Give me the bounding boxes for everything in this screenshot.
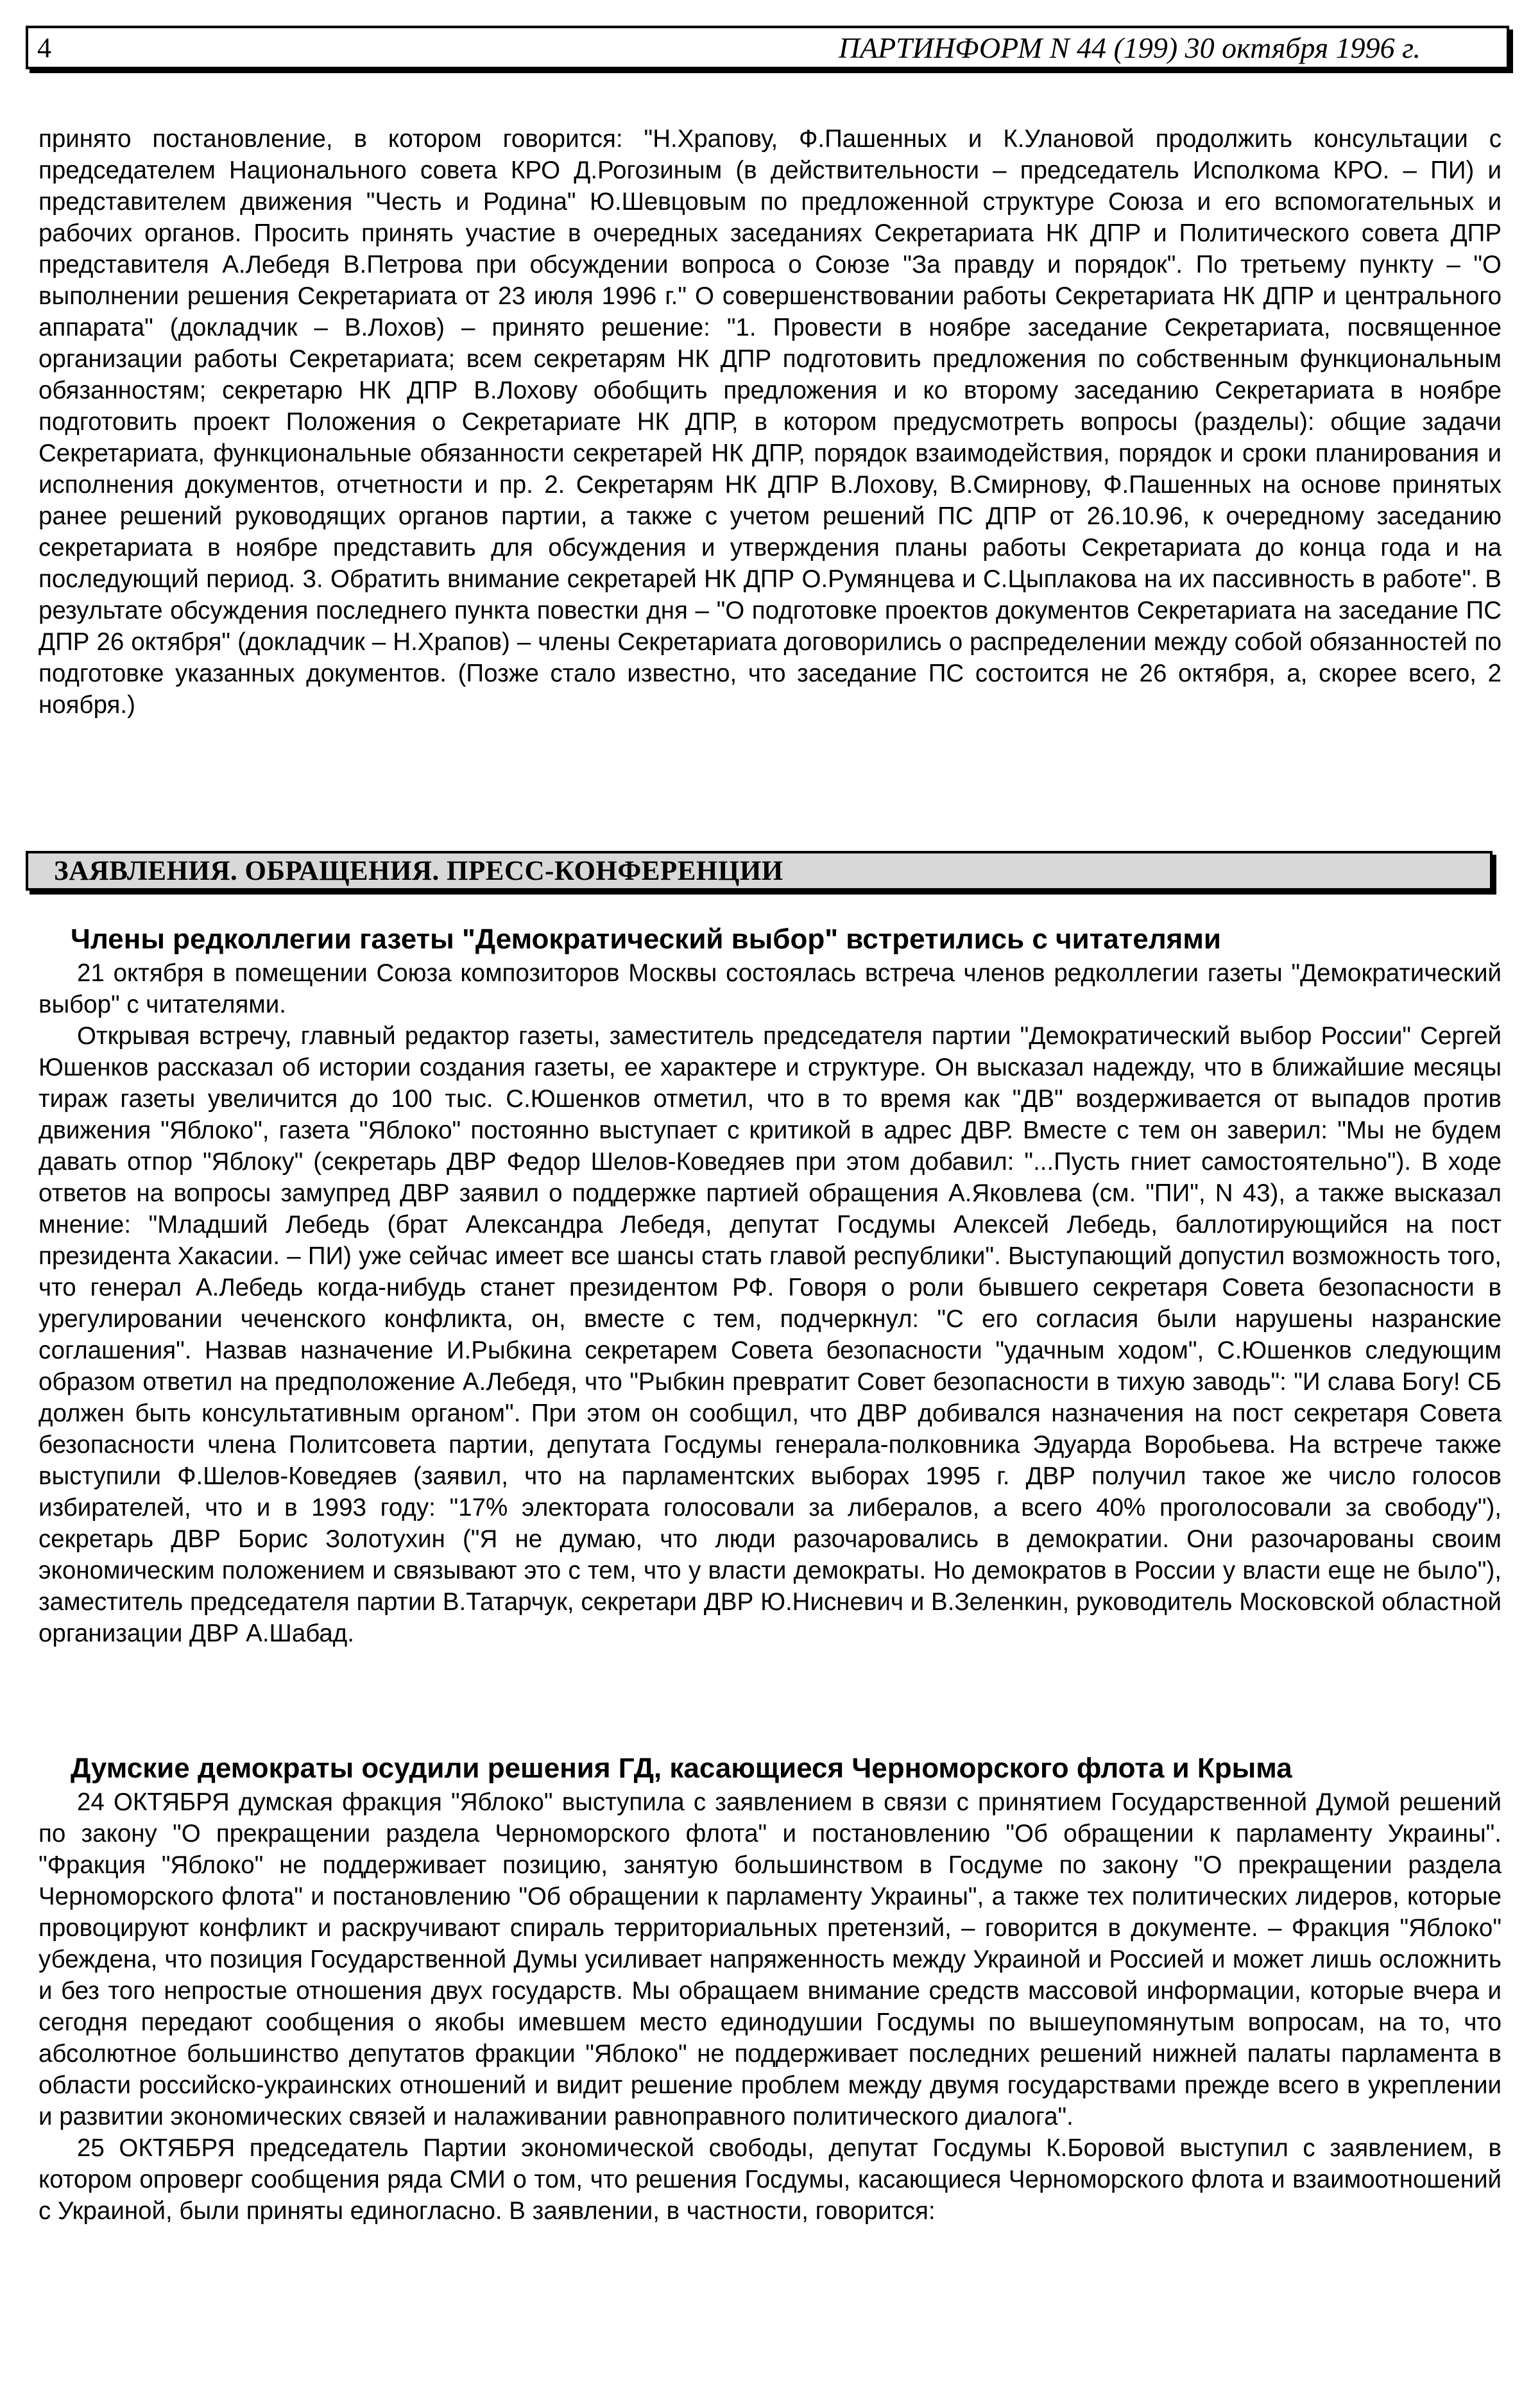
article-title: Члены редколлегии газеты "Демократический выбор" встретились с читателями	[71, 923, 1221, 955]
article-paragraph: Открывая встречу, главный редактор газеты, заместитель председателя партии "Демократический выбор России" Сергей Юшенков рассказал об истории создания газеты, ее характере и структуре. Он высказал надежду, что в ближайшие месяцы тираж газеты увеличится до 100 тыс. С.Юшенков отметил, что в то время как "ДВ" воздерживается от выпадов против движения "Яблоко", газета "Яблоко" постоянно выступает с критикой в адрес ДВР. Вместе с тем он заверил: "Мы не будем давать отпор "Яблоку" (секретарь ДВР Федор Шелов-Коведяев при этом добавил: "...Пусть гниет самостоятельно"). В ходе ответов на вопросы замупред ДВР заявил о поддержке партией обращения А.Яковлева (см. "ПИ", N 43), а также высказал мнение: "Младший Лебедь (брат Александра Лебедя, депутат Госдумы Алексей Лебедь, баллотирующийся на пост президента Хакасии. – ПИ) уже сейчас имеет все шансы стать главой республики". Выступающий допустил возможность того, что генерал А.Лебедь когда-нибудь станет президентом РФ. Говоря о роли бывшего секретаря Совета безопасности в урегулировании чеченского конфликта, он, вместе с тем, подчеркнул: "С его согласия были нарушены назранские соглашения". Назвав назначение И.Рыбкина секретарем Совета безопасности "удачным ходом", С.Юшенков следующим образом ответил на предположение А.Лебедя, что "Рыбкин превратит Совет безопасности в тихую заводь": "И слава Богу! СБ должен быть консультативным органом". При этом он сообщил, что ДВР добивался назначения на пост секретаря Совета безопасности члена Политсовета партии, депутата Госдумы генерала-полковника Эдуарда Воробьева. На встрече также выступили Ф.Шелов-Коведяев (заявил, что на парламентских выборах 1995 г. ДВР получил такое же число голосов избирателей, что и в 1993 году: "17% электората голосовали за либералов, а всего 40% проголосовали за свободу"), секретарь ДВР Борис Золотухин ("Я не думаю, что люди разочаровались в демократии. Они разочарованы своим экономическим положением и связывают это с тем, что у власти демократы. Но демократов в России у власти еще не было"), заместитель председателя партии В.Татарчук, секретари ДВР Ю.Нисневич и В.Зеленкин, руководитель Московской областной организации ДВР А.Шабад.	[38, 1022, 1502, 1647]
publication-title: ПАРТИНФОРМ N 44 (199) 30 октября 1996 г.	[838, 31, 1421, 64]
article-black-sea-fleet	[38, 1752, 1502, 2227]
article-paragraph: 25 ОКТЯБРЯ председатель Партии экономической свободы, депутат Госдумы К.Боровой выступил с заявлением, в котором опроверг сообщения ряда СМИ о том, что решения Госдумы, касающиеся Черноморского флота и взаимоотношений с Украиной, были приняты единогласно. В заявлении, в частности, говорится:	[38, 2134, 1502, 2225]
page-header	[26, 26, 1509, 69]
article-title: Думские демократы осудили решения ГД, касающиеся Черноморского флота и Крыма	[71, 1752, 1292, 1784]
section-title: ЗАЯВЛЕНИЯ. ОБРАЩЕНИЯ. ПРЕСС-КОНФЕРЕНЦИИ	[54, 855, 783, 886]
article-paragraph: 24 ОКТЯБРЯ думская фракция "Яблоко" выступила с заявлением в связи с принятием Государственной Думой решений по закону "О прекращении раздела Черноморского флота" и постановлению "Об обращении к парламенту Украины". "Фракция "Яблоко" не поддерживает позицию, занятую большинством в Госдуме по закону "О прекращении раздела Черноморского флота" и постановлению "Об обращении к парламенту Украины", а также тех политических лидеров, которые провоцируют конфликт и раскручивают спираль территориальных претензий, – говорится в документе. – Фракция "Яблоко" убеждена, что позиция Государственной Думы усиливает напряженность между Украиной и Россией и может лишь осложнить и без того непростые отношения двух государств. Мы обращаем внимание средств массовой информации, которые вчера и сегодня передают сообщения о якобы имевшем место единодушии Госдумы по вышеупомянутым вопросам, на то, что абсолютное большинство депутатов фракции "Яблоко" не поддерживает последних решений нижней палаты парламента в области российско-украинских отношений и видит решение проблем между двумя государствами прежде всего в укреплении и развитии экономических связей и налаживании равноправного политического диалога".	[38, 1788, 1502, 2130]
newsletter-page	[26, 26, 1514, 2361]
section-heading-bar	[26, 851, 1493, 891]
article-paragraph: 21 октября в помещении Союза композиторов Москвы состоялась встреча членов редколлегии газеты "Демократический выбор" с читателями.	[38, 959, 1502, 1018]
article-meeting-readers	[38, 923, 1502, 1649]
intro-paragraph: принято постановление, в котором говорится: "Н.Храпову, Ф.Пашенных и К.Улановой продолжить консультации с председателем Национального совета КРО Д.Рогозиным (в действительности – председатель Исполкома КРО. – ПИ) и представителем движения "Честь и Родина" Ю.Шевцовым по предложенной структуре Союза и его вспомогательных и рабочих органов. Просить принять участие в очередных заседаниях Секретариата НК ДПР и Политического совета ДПР представителя А.Лебедя В.Петрова при обсуждении вопроса о Союзе "За правду и порядок". По третьему пункту – "О выполнении решения Секретариата от 23 июля 1996 г." О совершенствовании работы Секретариата НК ДПР и центрального аппарата" (докладчик – В.Лохов) – принято решение: "1. Провести в ноябре заседание Секретариата, посвященное организации работы Секретариата; всем секретарям НК ДПР подготовить предложения по собственным функциональным обязанностям; секретарю НК ДПР В.Лохову обобщить предложения и ко второму заседанию Секретариата в ноябре подготовить проект Положения о Секретариате НК ДПР, в котором предусмотреть вопросы (разделы): общие задачи Секретариата, функциональные обязанности секретарей НК ДПР, порядок взаимодействия, порядок и сроки планирования и исполнения документов, отчетности и пр. 2. Секретарям НК ДПР В.Лохову, В.Смирнову, Ф.Пашенных на основе принятых ранее решений руководящих органов партии, а также с учетом решений ПС ДПР от 26.10.96, к очередному заседанию секретариата в ноябре представить для обсуждения и утверждения планы работы Секретариата до конца года и на последующий период. 3. Обратить внимание секретарей НК ДПР О.Румянцева и С.Цыплакова на их пассивность в работе". В результате обсуждения последнего пункта повестки дня – "О подготовке проектов документов Секретариата на заседание ПС ДПР 26 октября" (докладчик – Н.Храпов) – члены Секретариата договорились о распределении между собой обязанностей по подготовке указанных документов. (Позже стало известно, что заседание ПС состоится не 26 октября, а, скорее всего, 2 ноября.)	[38, 125, 1502, 719]
page-number: 4	[37, 31, 51, 64]
